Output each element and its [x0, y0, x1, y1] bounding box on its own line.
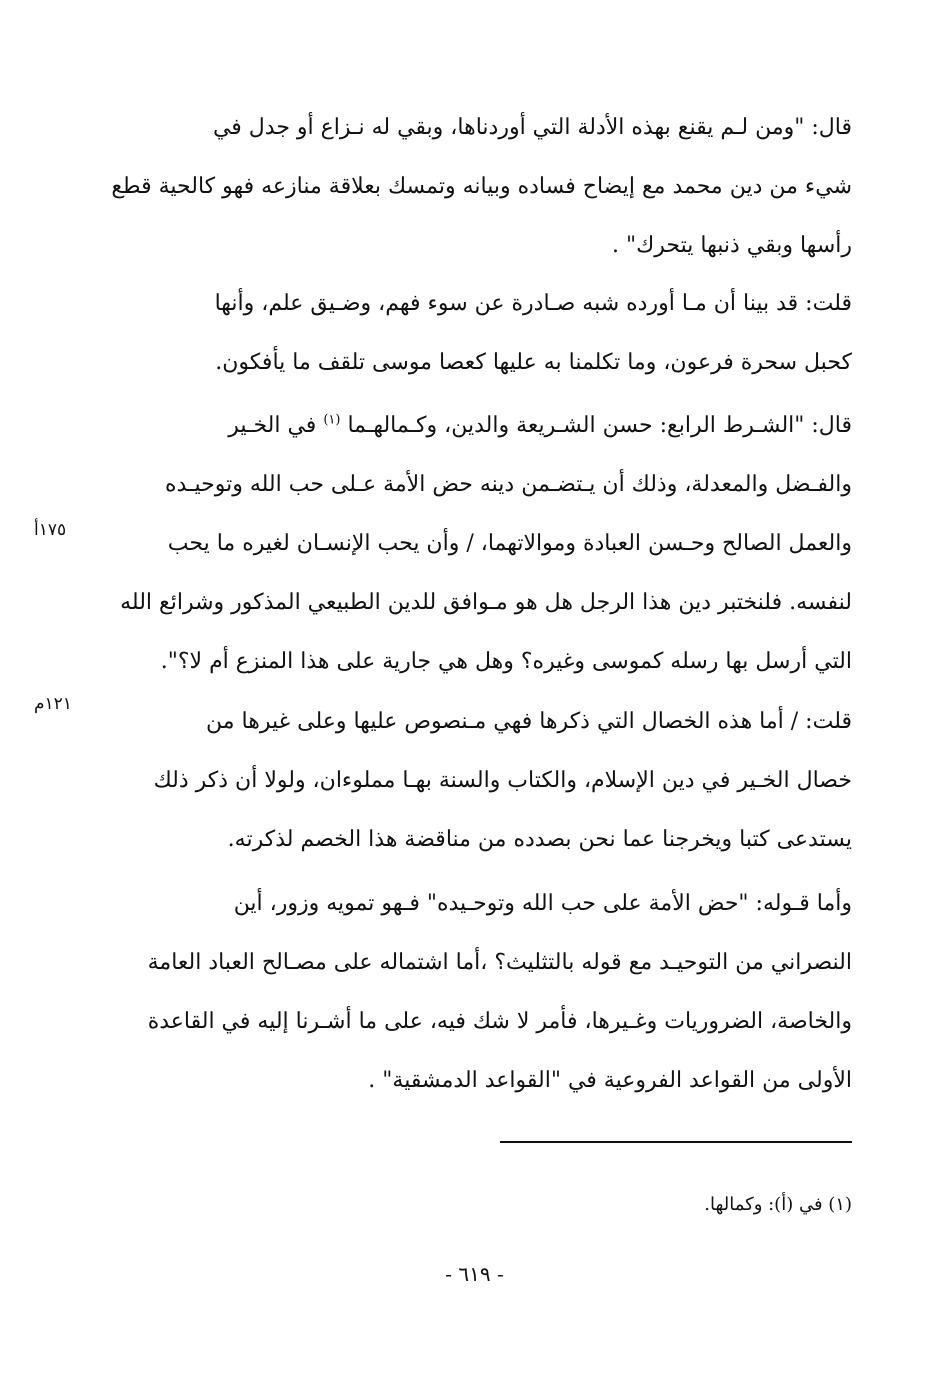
text-line: قلت: / أما هذه الخصال التي ذكرها فهي مـنصوص عليها وعلى غيرها من — [206, 709, 852, 734]
text-line: الأولى من القواعد الفروعية في "القواعد الدمشقية" . — [368, 1068, 852, 1093]
paragraph-2 — [110, 274, 852, 392]
paragraph-5 — [110, 874, 852, 1110]
text-line: لنفسه. فلنختبر دين هذا الرجل هل هو مـوافق للدين الطبيعي المذكور وشرائع الله — [120, 590, 852, 615]
footnote-marker: (١) — [323, 412, 341, 428]
text-line: وأما قـوله: "حض الأمة على حب الله وتوحـيده" فـهو تمويه وزور، أين — [233, 891, 852, 916]
margin-note: ١٧٥أ — [34, 520, 67, 540]
text-segment: قال: "الشـرط الرابع: حسن الشـريعة والدين، وكـمالهـما — [340, 413, 852, 438]
page-number: - ٦١٩ - — [445, 1262, 504, 1286]
text-line — [228, 413, 852, 438]
paragraph-3 — [110, 396, 852, 691]
paragraph-4 — [110, 692, 852, 869]
text-line: قال: "ومن لـم يقنع بهذه الأدلة التي أوردناها، وبقي له نـزاع أو جدل في — [212, 115, 852, 140]
text-line: قلت: قد بينا أن مـا أورده شبه صـادرة عن سوء فهم، وضـيق علم، وأنها — [214, 291, 852, 316]
text-line: شيء من دين محمد مع إيضاح فساده وبيانه وتمسك بعلاقة منازعه فهو كالحية قطع — [111, 174, 852, 199]
text-line: التي أرسل بها رسله كموسى وغيره؟ وهل هي جارية على هذا المنزع أم لا؟". — [160, 649, 852, 674]
footnote-divider — [500, 1141, 852, 1143]
text-line: والفـضل والمعدلة، وذلك أن يـتضـمن دينه حض الأمة عـلى حب الله وتوحيـده — [164, 472, 852, 497]
text-line: يستدعى كتبا ويخرجنا عما نحن بصدده من مناقضة هذا الخصم لذكرته. — [227, 827, 852, 852]
text-line: والعمل الصالح وحـسن العبادة وموالاتهما، / وأن يحب الإنسـان لغيره ما يحب — [167, 531, 852, 556]
text-line: خصال الخـير في دين الإسلام، والكتاب والسنة بهـا مملوءان، ولولا أن ذكر ذلك — [153, 768, 852, 793]
footnote: (١) في (أ): وكمالها. — [704, 1194, 852, 1215]
text-line: كحبل سحرة فرعون، وما تكلمنا به عليها كعصا موسى تلقف ما يأفكون. — [215, 350, 852, 375]
text-line: النصراني من التوحيـد مع قوله بالتثليث؟ ،أما اشتماله على مصـالح العباد العامة — [147, 950, 852, 975]
margin-note: ١٢١م — [34, 694, 72, 714]
text-segment: في الخـير — [228, 413, 324, 438]
text-line: والخاصة، الضروريات وغـيرها، فأمر لا شك فيه، على ما أشـرنا إليه في القاعدة — [147, 1009, 852, 1034]
paragraph-1 — [110, 98, 852, 275]
text-line: رأسها وبقي ذنبها يتحرك" . — [612, 233, 852, 258]
